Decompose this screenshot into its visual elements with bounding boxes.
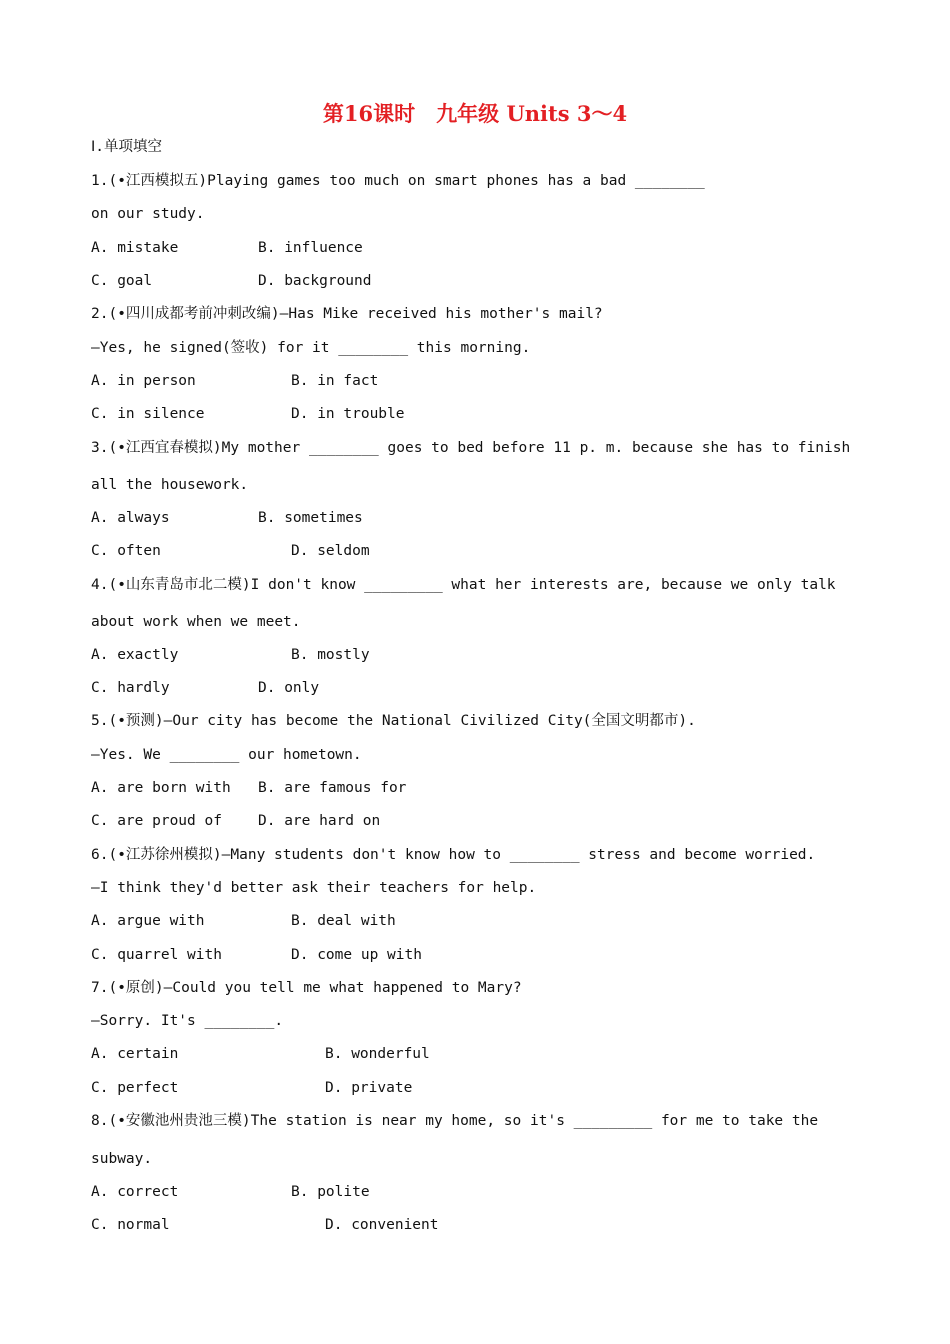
question-4-option-b: B. mostly bbox=[291, 647, 370, 663]
question-1-option-a: A. mistake bbox=[91, 240, 179, 256]
question-5-option-b: B. are famous for bbox=[258, 780, 407, 796]
question-1-line-2: on our study. bbox=[91, 206, 205, 222]
question-2-line-1: 2.(•四川成都考前冲刺改编)—Has Mike received his mother's mail? bbox=[91, 306, 603, 322]
question-3-line-1: 3.(•江西宜春模拟)My mother ________ goes to bed before 11 p. m. because she has to finish bbox=[91, 440, 851, 456]
question-8-option-a: A. correct bbox=[91, 1184, 179, 1200]
question-8-option-c: C. normal bbox=[91, 1217, 170, 1233]
section-heading: Ⅰ.单项填空 bbox=[91, 139, 163, 155]
question-6-option-d: D. come up with bbox=[291, 947, 422, 963]
question-1-option-d: D. background bbox=[258, 273, 372, 289]
question-7-option-a: A. certain bbox=[91, 1046, 179, 1062]
question-4-option-c: C. hardly bbox=[91, 680, 170, 696]
question-3-option-a: A. always bbox=[91, 510, 170, 526]
question-6-option-a: A. argue with bbox=[91, 913, 205, 929]
question-8-line-1: 8.(•安徽池州贵池三模)The station is near my home, so it's _________ for me to take the bbox=[91, 1113, 819, 1129]
question-4-line-1: 4.(•山东青岛市北二模)I don't know _________ what her interests are, because we only talk bbox=[91, 577, 836, 593]
question-6-line-1: 6.(•江苏徐州模拟)—Many students don't know how to ________ stress and become worried. bbox=[91, 847, 816, 863]
question-1-line-1: 1.(•江西模拟五)Playing games too much on smart phones has a bad ________ bbox=[91, 173, 705, 189]
question-8-option-d: D. convenient bbox=[325, 1217, 439, 1233]
question-6-option-c: C. quarrel with bbox=[91, 947, 222, 963]
question-7-line-2: —Sorry. It's ________. bbox=[91, 1013, 284, 1029]
question-4-option-a: A. exactly bbox=[91, 647, 179, 663]
question-2-line-2: —Yes, he signed(签收) for it ________ this morning. bbox=[91, 340, 531, 356]
question-2-option-d: D. in trouble bbox=[291, 406, 405, 422]
question-6-line-2: —I think they'd better ask their teachers for help. bbox=[91, 880, 537, 896]
question-1-option-b: B. influence bbox=[258, 240, 363, 256]
question-3-option-c: C. often bbox=[91, 543, 161, 559]
page-title: 第16课时 九年级 Units 3～4 bbox=[322, 101, 628, 126]
question-7-option-d: D. private bbox=[325, 1080, 413, 1096]
question-4-line-2: about work when we meet. bbox=[91, 614, 301, 630]
question-8-line-2: subway. bbox=[91, 1151, 153, 1167]
question-3-option-d: D. seldom bbox=[291, 543, 370, 559]
question-2-option-a: A. in person bbox=[91, 373, 196, 389]
question-5-option-c: C. are proud of bbox=[91, 813, 222, 829]
question-2-option-b: B. in fact bbox=[291, 373, 379, 389]
question-7-option-c: C. perfect bbox=[91, 1080, 179, 1096]
question-7-line-1: 7.(•原创)—Could you tell me what happened to Mary? bbox=[91, 980, 522, 996]
question-5-line-1: 5.(•预测)—Our city has become the National Civilized City(全国文明都市). bbox=[91, 713, 696, 729]
question-7-option-b: B. wonderful bbox=[325, 1046, 430, 1062]
question-1-option-c: C. goal bbox=[91, 273, 153, 289]
question-3-option-b: B. sometimes bbox=[258, 510, 363, 526]
question-2-option-c: C. in silence bbox=[91, 406, 205, 422]
question-5-line-2: —Yes. We ________ our hometown. bbox=[91, 747, 362, 763]
question-5-option-a: A. are born with bbox=[91, 780, 231, 796]
question-3-line-2: all the housework. bbox=[91, 477, 249, 493]
question-4-option-d: D. only bbox=[258, 680, 320, 696]
question-5-option-d: D. are hard on bbox=[258, 813, 381, 829]
question-6-option-b: B. deal with bbox=[291, 913, 396, 929]
question-8-option-b: B. polite bbox=[291, 1184, 370, 1200]
